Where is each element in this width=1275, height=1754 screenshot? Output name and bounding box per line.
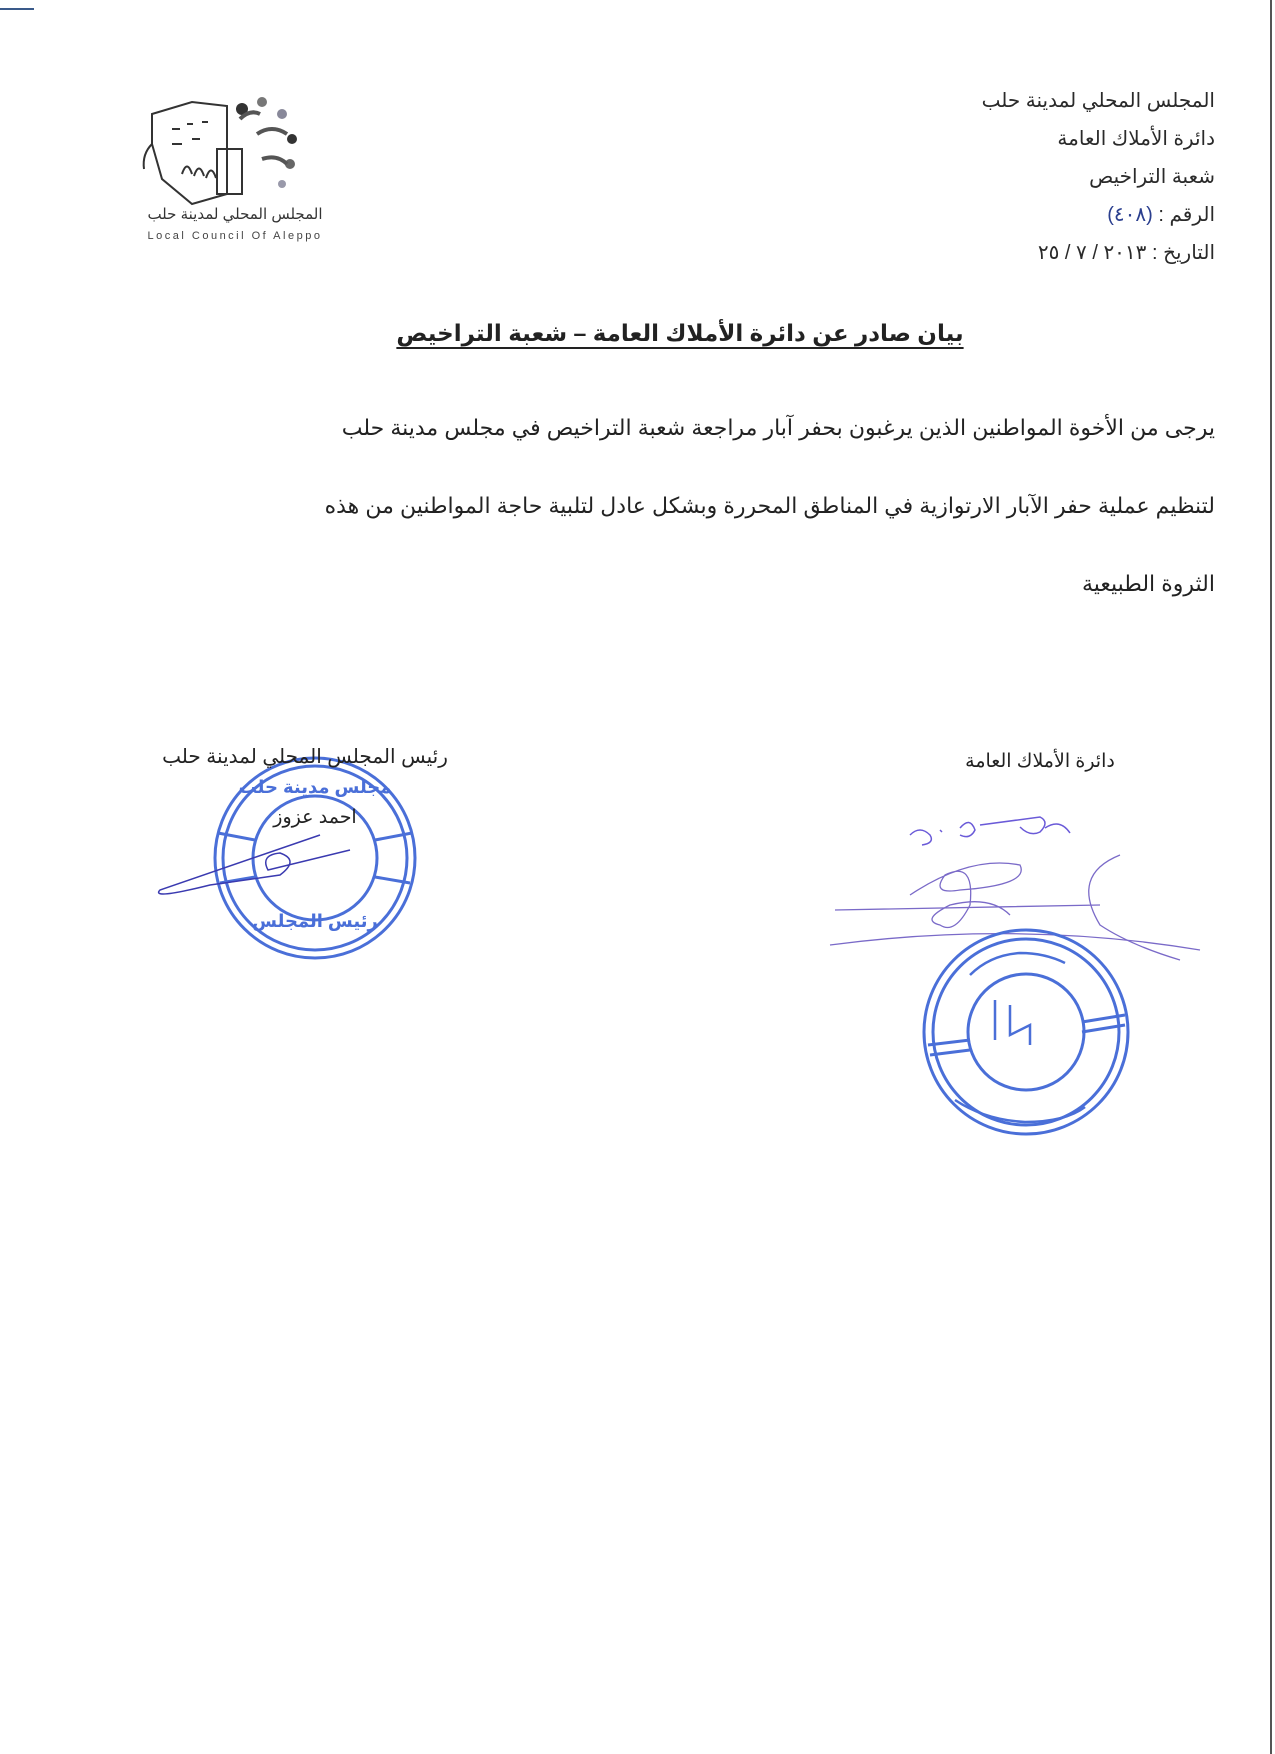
body-line-1: يرجى من الأخوة المواطنين الذين يرغبون بحفر آبار مراجعة شعبة التراخيص في مجلس مدينة حلب — [341, 415, 1215, 440]
department-signatory-title: دائرة الأملاك العامة — [965, 751, 1115, 772]
handwritten-name — [910, 817, 1070, 845]
logo-arabic-text: المجلس المحلي لمدينة حلب — [147, 206, 323, 223]
number-value: (٤٠٨) — [1107, 204, 1153, 226]
logo-english-text: Local Council Of Aleppo — [147, 230, 323, 242]
section-name: شعبة التراخيص — [1089, 166, 1215, 188]
council-head-name: احمد عزوز — [273, 807, 357, 828]
handwritten-signature — [830, 855, 1200, 960]
body-line-2: لتنظيم عملية حفر الآبار الارتوازية في المناطق المحررة وبشكل عادل لتلبية حاجة المواطنين من هذه — [324, 493, 1215, 518]
scan-border — [1270, 0, 1272, 1754]
reference-number — [795, 196, 1215, 234]
scan-edge-mark — [0, 8, 34, 10]
date-label: التاريخ : — [1151, 242, 1215, 264]
body-line-3: الثروة الطبيعية — [1081, 571, 1215, 596]
seal-bottom-text: رئيس المجلس — [252, 911, 378, 931]
seal-top-text: مجلس مدينة حلب — [238, 777, 392, 797]
letterhead-info — [795, 82, 1215, 272]
council-head-title: رئيس المجلس المحلي لمدينة حلب — [162, 746, 448, 768]
date-value: ٢٠١٣ / ٧ / ٢٥ — [1037, 242, 1147, 264]
department-name: دائرة الأملاك العامة — [1057, 128, 1215, 150]
statement-title-text: بيان صادر عن دائرة الأملاك العامة – شعبة التراخيص — [396, 320, 964, 346]
statement-title — [160, 318, 1200, 348]
document-date — [795, 234, 1215, 272]
department-signature-and-seal — [820, 800, 1220, 1140]
number-label: الرقم : — [1158, 204, 1215, 226]
council-name: المجلس المحلي لمدينة حلب — [981, 90, 1215, 112]
